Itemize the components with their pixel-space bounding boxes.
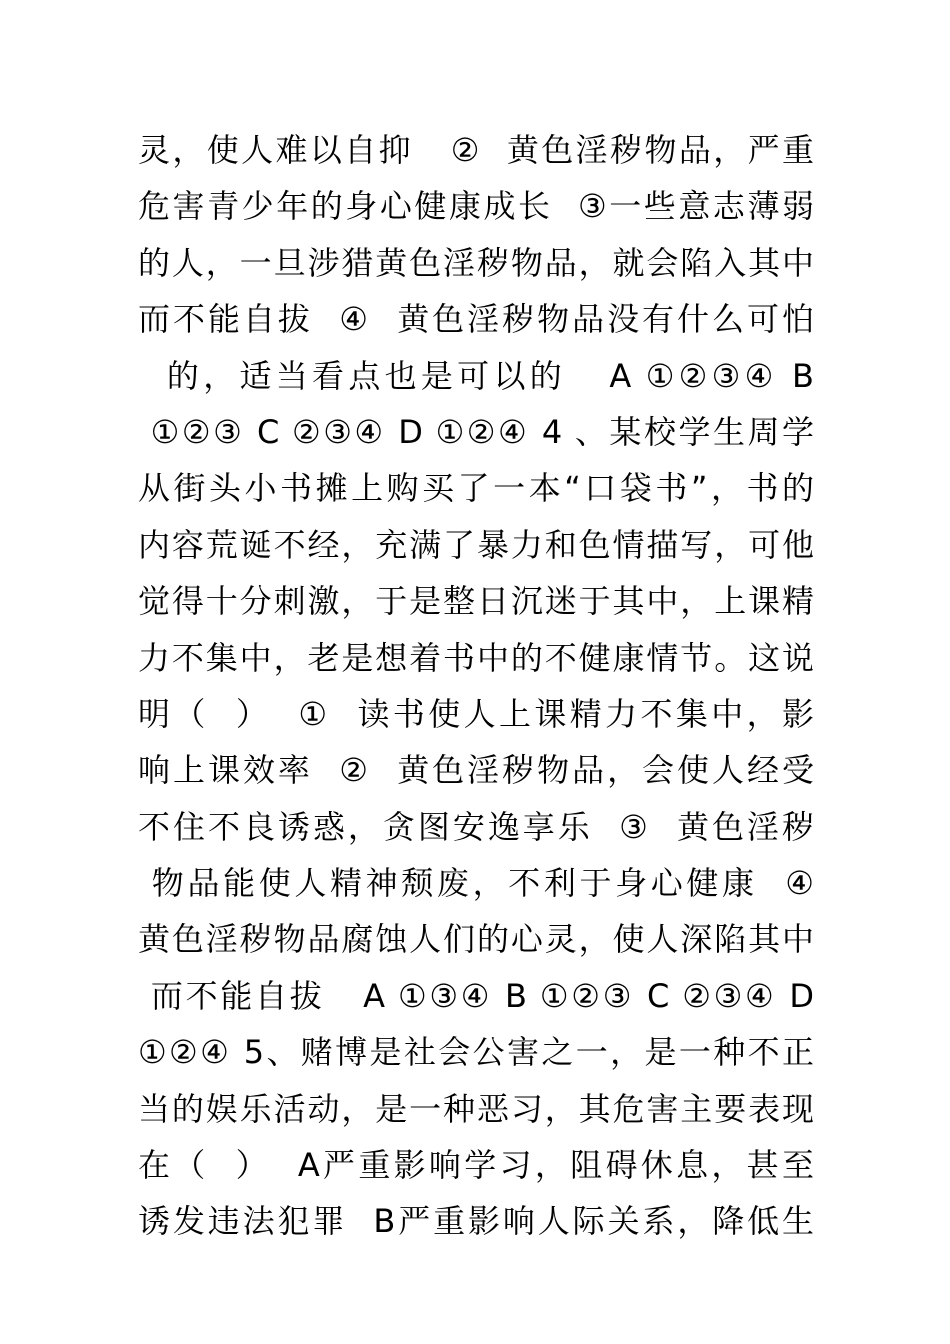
text-line-18: 当的娱乐活动，是一种恶习，其危害主要表现: [138, 1089, 814, 1128]
text-line-5: 的，适当看点也是可以的 A ①②③④ B: [138, 356, 814, 395]
text-line-9: 觉得十分刺激，于是整日沉迷于其中，上课精: [138, 582, 814, 621]
text-line-10: 力不集中，老是想着书中的不健康情节。这说: [138, 638, 814, 677]
text-line-13: 不住不良诱惑，贪图安逸享乐 ③ 黄色淫秽: [138, 807, 814, 846]
text-line-3: 的人，一旦涉猎黄色淫秽物品，就会陷入其中: [138, 243, 814, 282]
text-line-4: 而不能自拔 ④ 黄色淫秽物品没有什么可怕: [138, 300, 814, 339]
text-line-1: 灵，使人难以自抑 ② 黄色淫秽物品，严重: [138, 131, 814, 169]
text-line-16: 而不能自拔 A ①③④ B ①②③ C ②③④ D: [138, 976, 814, 1015]
text-line-19: 在（ ） A严重影响学习，阻碍休息，甚至: [138, 1146, 814, 1185]
text-line-17: ①②④ 5、赌博是社会公害之一，是一种不正: [138, 1033, 814, 1072]
text-line-2: 危害青少年的身心健康成长 ③一些意志薄弱: [138, 187, 814, 226]
body-text: [138, 122, 814, 1250]
text-line-6: ①②③ C ②③④ D ①②④ 4 、某校学生周学: [138, 412, 814, 451]
text-line-20: 诱发违法犯罪 B严重影响人际关系，降低生: [138, 1202, 814, 1241]
text-line-14: 物品能使人精神颓废，不利于身心健康 ④: [138, 864, 814, 903]
text-line-11: 明（ ） ① 读书使人上课精力不集中，影: [138, 694, 814, 733]
text-line-8: 内容荒诞不经，充满了暴力和色情描写，可他: [138, 525, 814, 564]
text-line-12: 响上课效率 ② 黄色淫秽物品，会使人经受: [138, 751, 814, 790]
text-line-15: 黄色淫秽物品腐蚀人们的心灵，使人深陷其中: [138, 920, 814, 959]
text-line-7: 从街头小书摊上购买了一本“口袋书”，书的: [138, 469, 814, 508]
